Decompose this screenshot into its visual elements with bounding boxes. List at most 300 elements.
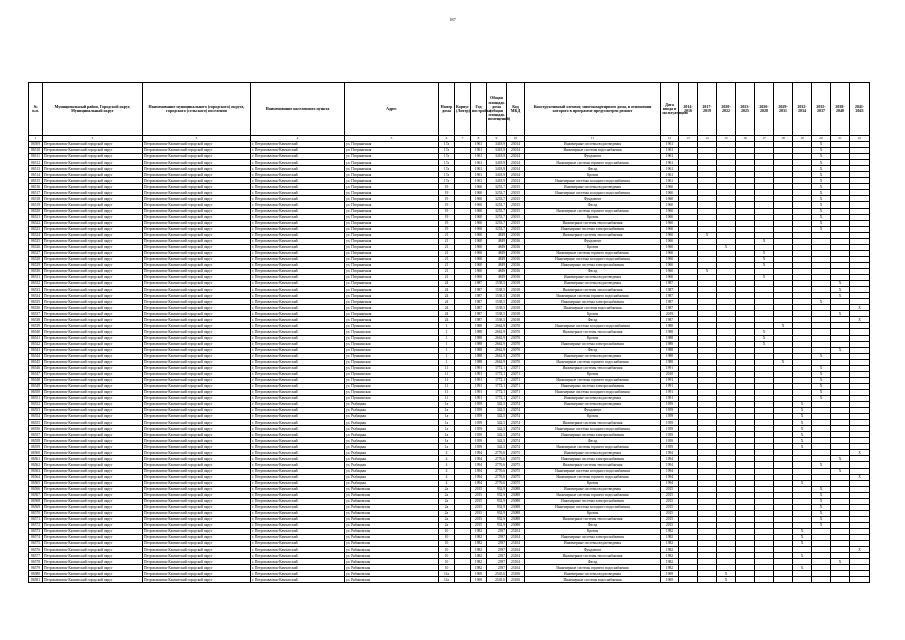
area-cell: 2397 [487, 559, 507, 565]
district-cell: Петропавловск-Камчатский городской округ [43, 559, 143, 565]
address-cell: ул. Пограничная [345, 214, 439, 220]
mkd-code-cell: 23015 [507, 196, 525, 202]
structural-element-cell: Фасад [525, 522, 661, 528]
year-built-cell: 1961 [471, 160, 487, 166]
year-built-cell: 1987 [471, 299, 487, 305]
year-built-cell: 1961 [471, 178, 487, 184]
commission-date-cell: 1988 [661, 335, 679, 341]
settlement-cell: г. Петропавловск-Камчатский [251, 498, 345, 504]
settlement-cell: г. Петропавловск-Камчатский [251, 516, 345, 522]
mkd-code-cell: 23070 [507, 359, 525, 365]
period-mark-cell: X [812, 208, 831, 214]
commission-date-cell: 2015 [661, 522, 679, 528]
house-number-cell: 1а [439, 408, 455, 414]
settlement-cell: г. Петропавловск-Камчатский [251, 377, 345, 383]
mkd-code-cell: 23074 [507, 414, 525, 420]
mkd-code-cell: 23071 [507, 395, 525, 401]
period-mark-cell: X [812, 172, 831, 178]
column-header: № п.п. [29, 83, 43, 136]
row-number: 06558 [29, 438, 43, 444]
period-mark-cell: X [812, 498, 831, 504]
area-cell: 342,5 [487, 408, 507, 414]
municipality-cell: Петропавловск-Камчатский городской округ [143, 498, 251, 504]
row-number: 06523 [29, 226, 43, 232]
commission-date-cell: 1991 [661, 365, 679, 371]
column-number: 10 [507, 136, 525, 142]
settlement-cell: г. Петропавловск-Камчатский [251, 160, 345, 166]
house-number-cell: 10 [439, 565, 455, 571]
address-cell: ул. Рябиковская [345, 498, 439, 504]
house-number-cell: 24 [439, 299, 455, 305]
house-number-cell: 24 [439, 293, 455, 299]
settlement-cell: г. Петропавловск-Камчатский [251, 426, 345, 432]
commission-date-cell: 1988 [661, 359, 679, 365]
address-cell: ул. Пограничная [345, 275, 439, 281]
column-number: 14 [698, 136, 717, 142]
period-mark-cell: X [812, 166, 831, 172]
mkd-code-cell: 23015 [507, 202, 525, 208]
year-built-cell: 1960 [471, 232, 487, 238]
house-number-cell: 19 [439, 220, 455, 226]
year-built-cell: 1988 [471, 359, 487, 365]
address-cell: ул. Рябиковская [345, 553, 439, 559]
period-mark-cell [736, 577, 755, 583]
address-cell: ул. Пограничная [345, 317, 439, 323]
commission-date-cell: 1960 [661, 275, 679, 281]
settlement-cell: г. Петропавловск-Камчатский [251, 408, 345, 414]
house-number-cell: 17а [439, 142, 455, 148]
column-number: 6 [439, 136, 455, 142]
structural-element-cell: Инженерные системы холодного водоснабжения [525, 426, 661, 432]
mkd-code-cell: 23088 [507, 498, 525, 504]
row-number: 06559 [29, 444, 43, 450]
row-number: 06573 [29, 529, 43, 535]
district-cell: Петропавловск-Камчатский городской округ [43, 281, 143, 287]
house-number-cell: 24 [439, 281, 455, 287]
row-number: 06543 [29, 347, 43, 353]
structural-element-cell: Инженерные системы теплоснабжения [525, 329, 661, 335]
settlement-cell: г. Петропавловск-Камчатский [251, 190, 345, 196]
mkd-code-cell: 23074 [507, 444, 525, 450]
municipality-cell: Петропавловск-Камчатский городской округ [143, 438, 251, 444]
year-built-cell: 1991 [471, 371, 487, 377]
structural-element-cell: Кровля [525, 244, 661, 250]
house-number-cell: 1а [439, 438, 455, 444]
period-mark-cell: X [812, 148, 831, 154]
column-header: 2041-2043 [850, 83, 870, 136]
period-mark-cell: X [755, 250, 774, 256]
mkd-code-cell: 23071 [507, 383, 525, 389]
municipality-cell: Петропавловск-Камчатский городской округ [143, 232, 251, 238]
district-cell: Петропавловск-Камчатский городской округ [43, 148, 143, 154]
address-cell: ул. Пограничная [345, 293, 439, 299]
year-built-cell: 1991 [471, 395, 487, 401]
year-built-cell: 1960 [471, 226, 487, 232]
area-cell: 3418,9 [487, 154, 507, 160]
address-cell: ул. Пограничная [345, 268, 439, 274]
mkd-code-cell: 23075 [507, 450, 525, 456]
commission-date-cell: 1959 [661, 438, 679, 444]
year-built-cell: 1961 [471, 142, 487, 148]
commission-date-cell: 1991 [661, 383, 679, 389]
structural-element-cell: Инженерные системы теплоснабжения [525, 232, 661, 238]
commission-date-cell: 1960 [661, 268, 679, 274]
area-cell: 1772,1 [487, 383, 507, 389]
district-cell: Петропавловск-Камчатский городской округ [43, 553, 143, 559]
mkd-code-cell: 23088 [507, 504, 525, 510]
area-cell: 2776,6 [487, 462, 507, 468]
address-cell: ул. Рябиковская [345, 516, 439, 522]
period-mark-cell: X [793, 402, 812, 408]
house-number-cell: 1 [439, 353, 455, 359]
municipality-cell: Петропавловск-Камчатский городской округ [143, 154, 251, 160]
mkd-code-cell: 23070 [507, 329, 525, 335]
municipality-cell: Петропавловск-Камчатский городской округ [143, 474, 251, 480]
address-cell: ул. Пограничная [345, 287, 439, 293]
area-cell: 4849 [487, 244, 507, 250]
year-built-cell: 1991 [471, 389, 487, 395]
settlement-cell: г. Петропавловск-Камчатский [251, 311, 345, 317]
structural-element-cell: Инженерные системы холодного водоснабжения [525, 323, 661, 329]
column-header: 2029-2031 [774, 83, 793, 136]
commission-date-cell: 1960 [661, 184, 679, 190]
district-cell: Петропавловск-Камчатский городской округ [43, 504, 143, 510]
municipality-cell: Петропавловск-Камчатский городской округ [143, 408, 251, 414]
commission-date-cell: 1960 [661, 196, 679, 202]
row-number: 06531 [29, 275, 43, 281]
row-number: 06514 [29, 172, 43, 178]
settlement-cell: г. Петропавловск-Камчатский [251, 142, 345, 148]
row-number: 06555 [29, 420, 43, 426]
house-number-cell: 17а [439, 160, 455, 166]
row-number: 06550 [29, 389, 43, 395]
commission-date-cell: 1960 [661, 202, 679, 208]
structural-element-cell: Инженерные системы горячего водоснабжения [525, 359, 661, 365]
year-built-cell: 1982 [471, 541, 487, 547]
row-number: 06535 [29, 299, 43, 305]
row-number: 06549 [29, 383, 43, 389]
house-number-cell: 1а [439, 420, 455, 426]
municipality-cell: Петропавловск-Камчатский городской округ [143, 190, 251, 196]
commission-date-cell: 1960 [661, 244, 679, 250]
area-cell: 2662,9 [487, 341, 507, 347]
municipality-cell: Петропавловск-Камчатский городской округ [143, 256, 251, 262]
area-cell: 3253,7 [487, 184, 507, 190]
settlement-cell: г. Петропавловск-Камчатский [251, 250, 345, 256]
period-mark-cell: X [793, 420, 812, 426]
address-cell: ул. Пограничная [345, 172, 439, 178]
address-cell: ул. Пушкинская [345, 371, 439, 377]
settlement-cell: г. Петропавловск-Камчатский [251, 172, 345, 178]
address-cell: ул. Рябиковская [345, 492, 439, 498]
area-cell: 3253,7 [487, 208, 507, 214]
municipality-cell: Петропавловск-Камчатский городской округ [143, 522, 251, 528]
house-number-cell: 17а [439, 166, 455, 172]
mkd-code-cell: 23015 [507, 226, 525, 232]
period-mark-cell: X [698, 268, 717, 274]
column-number: 18 [774, 136, 793, 142]
year-built-cell: 1960 [471, 256, 487, 262]
settlement-cell: г. Петропавловск-Камчатский [251, 456, 345, 462]
district-cell: Петропавловск-Камчатский городской округ [43, 341, 143, 347]
commission-date-cell: 1960 [661, 226, 679, 232]
district-cell: Петропавловск-Камчатский городской округ [43, 456, 143, 462]
municipality-cell: Петропавловск-Камчатский городской округ [143, 492, 251, 498]
district-cell: Петропавловск-Камчатский городской округ [43, 359, 143, 365]
row-number: 06571 [29, 516, 43, 522]
structural-element-cell: Фундамент [525, 547, 661, 553]
period-mark-cell: X [755, 275, 774, 281]
commission-date-cell: 2015 [661, 516, 679, 522]
row-number: 06533 [29, 287, 43, 293]
row-number: 06567 [29, 492, 43, 498]
house-number-cell: 11 [439, 365, 455, 371]
address-cell: ул. Пушкинская [345, 353, 439, 359]
commission-date-cell: 1988 [661, 323, 679, 329]
commission-date-cell: 1994 [661, 468, 679, 474]
area-cell: 932,9 [487, 498, 507, 504]
house-number-cell: 10 [439, 559, 455, 565]
mkd-code-cell: 23104 [507, 535, 525, 541]
municipality-cell: Петропавловск-Камчатский городской округ [143, 426, 251, 432]
mkd-code-cell: 23104 [507, 553, 525, 559]
address-cell: ул. Пограничная [345, 232, 439, 238]
settlement-cell: г. Петропавловск-Камчатский [251, 148, 345, 154]
mkd-code-cell: 23014 [507, 166, 525, 172]
commission-date-cell: 1988 [661, 341, 679, 347]
municipality-cell: Петропавловск-Камчатский городской округ [143, 178, 251, 184]
area-cell: 342,5 [487, 420, 507, 426]
mkd-code-cell: 23018 [507, 287, 525, 293]
municipality-cell: Петропавловск-Камчатский городской округ [143, 329, 251, 335]
period-mark-cell: X [812, 371, 831, 377]
period-mark-cell: X [774, 359, 793, 365]
structural-element-cell: Инженерные системы водоотведения [525, 275, 661, 281]
area-cell: 2662,9 [487, 347, 507, 353]
district-cell: Петропавловск-Камчатский городской округ [43, 395, 143, 401]
settlement-cell: г. Петропавловск-Камчатский [251, 256, 345, 262]
address-cell: ул. Пограничная [345, 142, 439, 148]
commission-date-cell: 1994 [661, 474, 679, 480]
year-built-cell: 1961 [471, 148, 487, 154]
column-header: 2035-2037 [812, 83, 831, 136]
district-cell: Петропавловск-Камчатский городской округ [43, 577, 143, 583]
column-header: 2032-2034 [793, 83, 812, 136]
municipality-cell: Петропавловск-Камчатский городской округ [143, 377, 251, 383]
municipality-cell: Петропавловск-Камчатский городской округ [143, 365, 251, 371]
year-built-cell: 1961 [471, 172, 487, 178]
column-header: Муниципальный район, Городской округ, Муниципальный округ [43, 83, 143, 136]
structural-element-cell: Инженерные системы холодного водоснабжения [525, 389, 661, 395]
period-mark-cell: X [793, 438, 812, 444]
area-cell: 342,5 [487, 414, 507, 420]
row-number: 06548 [29, 377, 43, 383]
settlement-cell: г. Петропавловск-Камчатский [251, 305, 345, 311]
year-built-cell: 1959 [471, 444, 487, 450]
district-cell: Петропавловск-Камчатский городской округ [43, 250, 143, 256]
year-built-cell: 2015 [471, 504, 487, 510]
period-mark-cell: X [755, 341, 774, 347]
area-cell: 342,5 [487, 426, 507, 432]
mkd-code-cell: 23104 [507, 541, 525, 547]
house-number-cell: 21 [439, 250, 455, 256]
mkd-code-cell: 23070 [507, 335, 525, 341]
period-mark-cell: X [717, 244, 736, 250]
period-mark-cell [755, 577, 774, 583]
settlement-cell: г. Петропавловск-Камчатский [251, 220, 345, 226]
house-number-cell: 2а [439, 498, 455, 504]
settlement-cell: г. Петропавловск-Камчатский [251, 238, 345, 244]
district-cell: Петропавловск-Камчатский городской округ [43, 238, 143, 244]
district-cell: Петропавловск-Камчатский городской округ [43, 389, 143, 395]
house-number-cell: 11а [439, 577, 455, 583]
row-number: 06572 [29, 522, 43, 528]
commission-date-cell: 1960 [661, 190, 679, 196]
mkd-code-cell: 23015 [507, 214, 525, 220]
mkd-code-cell: 23016 [507, 250, 525, 256]
area-cell: 1772,1 [487, 365, 507, 371]
structural-element-cell: Фундамент [525, 196, 661, 202]
municipality-cell: Петропавловск-Камчатский городской округ [143, 504, 251, 510]
mkd-code-cell: 23075 [507, 468, 525, 474]
settlement-cell: г. Петропавловск-Камчатский [251, 474, 345, 480]
row-number: 06538 [29, 317, 43, 323]
house-number-cell: 19 [439, 184, 455, 190]
commission-date-cell: 1959 [661, 420, 679, 426]
municipality-cell: Петропавловск-Камчатский городской округ [143, 402, 251, 408]
row-number: 06568 [29, 498, 43, 504]
mkd-code-cell: 23014 [507, 154, 525, 160]
municipality-cell: Петропавловск-Камчатский городской округ [143, 444, 251, 450]
settlement-cell: г. Петропавловск-Камчатский [251, 287, 345, 293]
district-cell: Петропавловск-Камчатский городской округ [43, 335, 143, 341]
address-cell: ул. Рыбацкая [345, 474, 439, 480]
address-cell: ул. Пушкинская [345, 335, 439, 341]
column-header: 2026-2028 [755, 83, 774, 136]
period-mark-cell: X [793, 426, 812, 432]
year-built-cell: 1988 [471, 335, 487, 341]
mkd-code-cell: 23014 [507, 172, 525, 178]
commission-date-cell: 1960 [661, 220, 679, 226]
column-number: 22 [850, 136, 870, 142]
column-number: 12 [661, 136, 679, 142]
mkd-code-cell: 23075 [507, 456, 525, 462]
year-built-cell: 1994 [471, 462, 487, 468]
address-cell: ул. Рябиковская [345, 504, 439, 510]
structural-element-cell: Инженерные системы электроснабжения [525, 226, 661, 232]
address-cell: ул. Пушкинская [345, 329, 439, 335]
structural-element-cell: Инженерные системы водоснабжения [525, 148, 661, 154]
year-built-cell: 1960 [471, 190, 487, 196]
settlement-cell: г. Петропавловск-Камчатский [251, 414, 345, 420]
district-cell: Петропавловск-Камчатский городской округ [43, 262, 143, 268]
commission-date-cell: 1982 [661, 541, 679, 547]
district-cell: Петропавловск-Камчатский городской округ [43, 444, 143, 450]
column-number: 21 [831, 136, 850, 142]
area-cell: 3418,9 [487, 160, 507, 166]
repair-program-table [28, 82, 870, 583]
row-number: 06575 [29, 541, 43, 547]
settlement-cell: г. Петропавловск-Камчатский [251, 226, 345, 232]
year-built-cell: 1960 [471, 208, 487, 214]
commission-date-cell: 1960 [661, 232, 679, 238]
period-mark-cell: X [793, 565, 812, 571]
house-number-cell: 1а [439, 414, 455, 420]
period-mark-cell: X [812, 522, 831, 528]
commission-date-cell: 1987 [661, 317, 679, 323]
row-number: 06563 [29, 468, 43, 474]
house-number-cell: 21 [439, 262, 455, 268]
municipality-cell: Петропавловск-Камчатский городской округ [143, 335, 251, 341]
address-cell: ул. Пограничная [345, 256, 439, 262]
municipality-cell: Петропавловск-Камчатский городской округ [143, 516, 251, 522]
commission-date-cell: 1987 [661, 287, 679, 293]
row-number: 06540 [29, 329, 43, 335]
house-number-cell: 4 [439, 474, 455, 480]
year-built-cell: 1994 [471, 468, 487, 474]
district-cell: Петропавловск-Камчатский городской округ [43, 462, 143, 468]
year-built-cell: 1982 [471, 565, 487, 571]
district-cell: Петропавловск-Камчатский городской округ [43, 480, 143, 486]
period-mark-cell: X [812, 383, 831, 389]
settlement-cell: г. Петропавловск-Камчатский [251, 450, 345, 456]
structural-element-cell: Инженерные системы теплоснабжения [525, 365, 661, 371]
column-header: Наименование муниципального (городского) округа, городского (сельского) поселения [143, 83, 251, 136]
address-cell: ул. Рябиковская [345, 577, 439, 583]
row-number: 06517 [29, 190, 43, 196]
period-mark-cell: X [850, 474, 870, 480]
row-number: 06554 [29, 414, 43, 420]
municipality-cell: Петропавловск-Камчатский городской округ [143, 238, 251, 244]
settlement-cell: г. Петропавловск-Камчатский [251, 281, 345, 287]
mkd-code-cell: 23015 [507, 184, 525, 190]
area-cell: 2776,6 [487, 456, 507, 462]
period-mark-cell: X [812, 353, 831, 359]
house-number-cell: 19 [439, 208, 455, 214]
district-cell: Петропавловск-Камчатский городской округ [43, 522, 143, 528]
area-cell: 1538,5 [487, 311, 507, 317]
district-cell: Петропавловск-Камчатский городской округ [43, 184, 143, 190]
settlement-cell: г. Петропавловск-Камчатский [251, 510, 345, 516]
structural-element-cell: Инженерные системы теплоснабжения [525, 287, 661, 293]
commission-date-cell: 1969 [661, 577, 679, 583]
municipality-cell: Петропавловск-Камчатский городской округ [143, 317, 251, 323]
district-cell: Петропавловск-Камчатский городской округ [43, 172, 143, 178]
district-cell: Петропавловск-Камчатский городской округ [43, 365, 143, 371]
column-header: Код МКД [507, 83, 525, 136]
house-number-cell: 2а [439, 504, 455, 510]
row-number: 06569 [29, 504, 43, 510]
settlement-cell: г. Петропавловск-Камчатский [251, 262, 345, 268]
structural-element-cell: Инженерные системы горячего водоснабжения [525, 250, 661, 256]
commission-date-cell: 1961 [661, 142, 679, 148]
mkd-code-cell: 23088 [507, 522, 525, 528]
period-mark-cell: X [812, 395, 831, 401]
structural-element-cell: Фундамент [525, 238, 661, 244]
period-mark-cell: X [755, 329, 774, 335]
commission-date-cell: 1959 [661, 402, 679, 408]
commission-date-cell: 1991 [661, 389, 679, 395]
municipality-cell: Петропавловск-Камчатский городской округ [143, 468, 251, 474]
column-number: 2 [43, 136, 143, 142]
settlement-cell: г. Петропавловск-Камчатский [251, 232, 345, 238]
district-cell: Петропавловск-Камчатский городской округ [43, 317, 143, 323]
year-built-cell: 1982 [471, 529, 487, 535]
area-cell: 3253,7 [487, 226, 507, 232]
district-cell: Петропавловск-Камчатский городской округ [43, 160, 143, 166]
column-header: Общая площадь дома (общая площадь помещений) [487, 83, 507, 136]
row-number: 06545 [29, 359, 43, 365]
